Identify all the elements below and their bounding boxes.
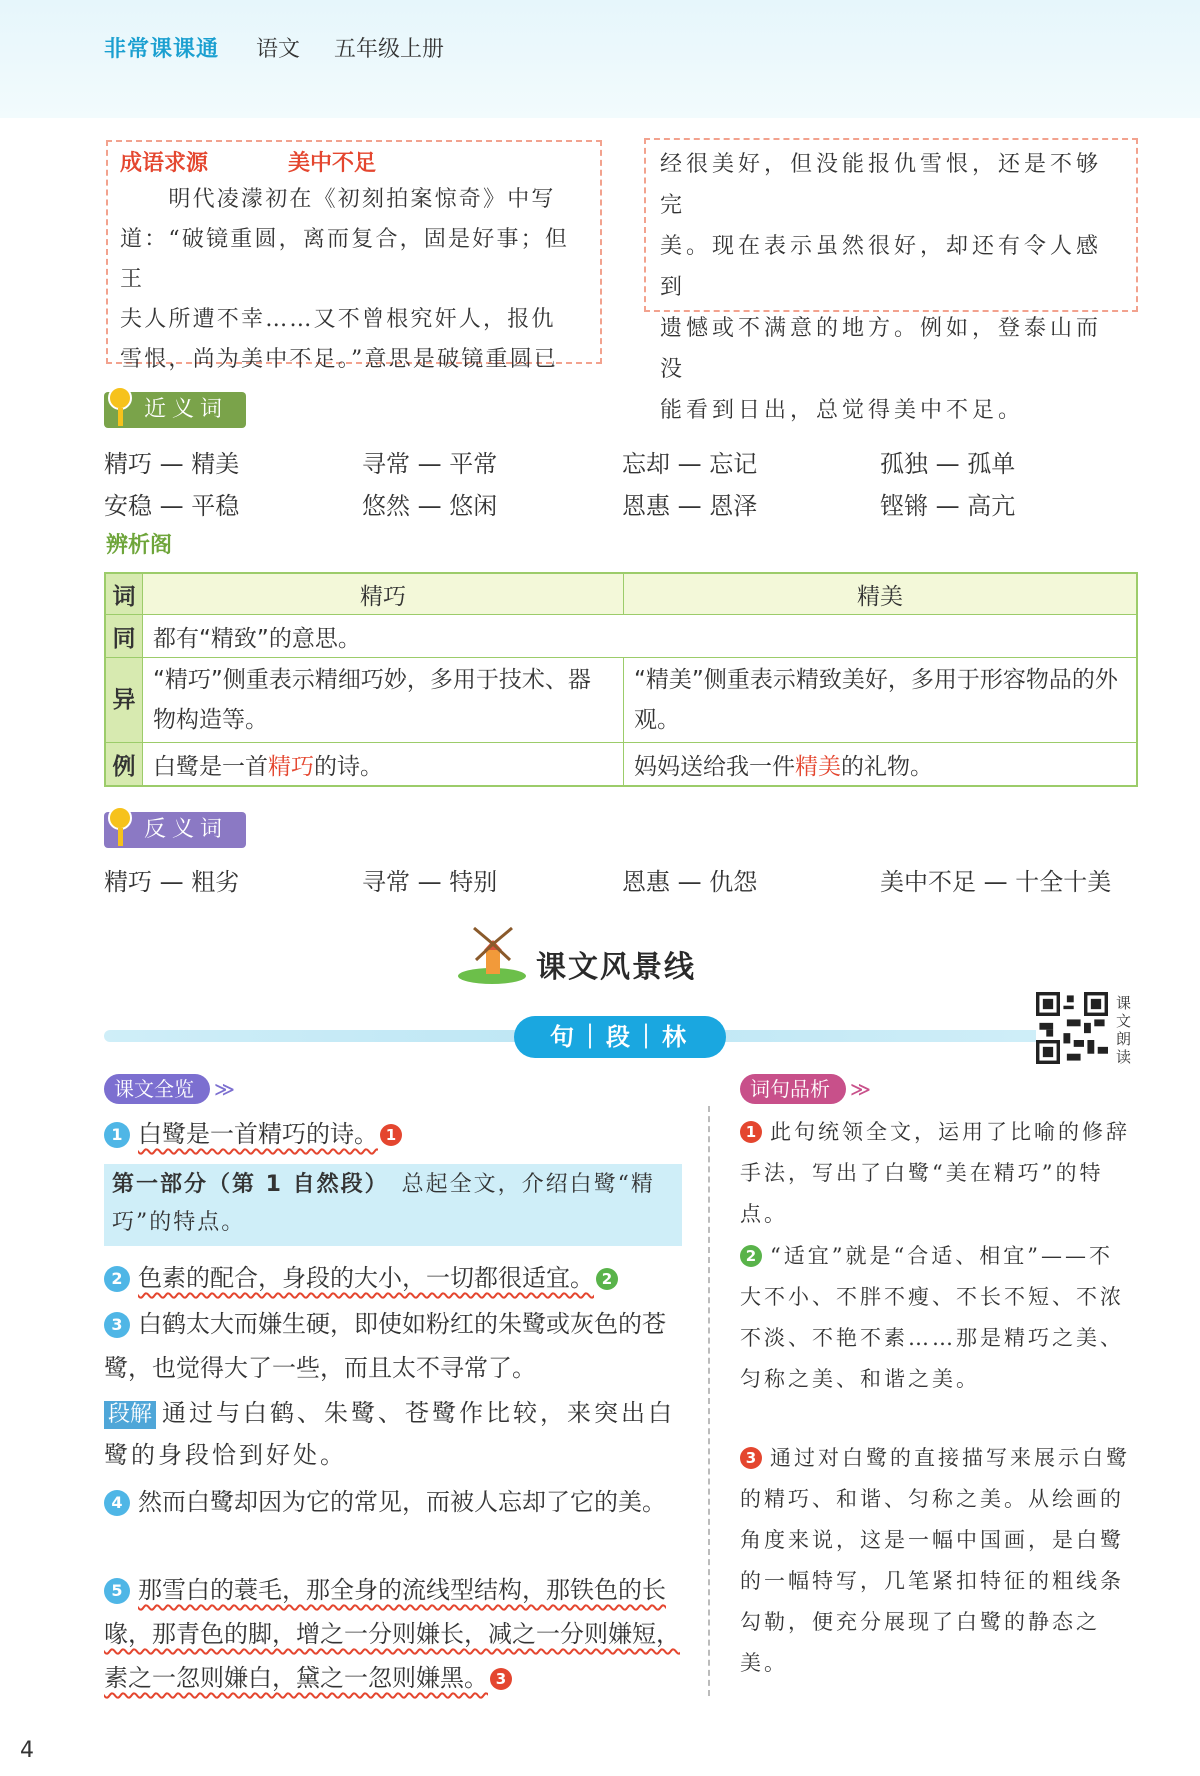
idiom-text-right (660, 144, 1122, 431)
note-text: 通过对白鹭的直接描写来展示白鹭的精巧、和谐、匀称之美。从绘画的角度来说，这是一幅中国画，是白鹭的一幅特写，几笔紧扣特征的粗线条勾勒，便充分展现了白鹭的静态之美。 (740, 1446, 1130, 1675)
diff-b-cell: “精美”侧重表示精致美好，多用于形容物品的外观。 (624, 658, 1138, 743)
note-number: 1 (740, 1121, 762, 1143)
page-number: 4 (20, 1738, 34, 1763)
antonyms-tag (104, 812, 246, 848)
paragraph-3 (104, 1302, 682, 1390)
synonym-pair: 恩惠 — 恩泽 (622, 492, 758, 520)
synonym-pair: 安稳 — 平稳 (104, 492, 240, 520)
paragraph-number: 5 (104, 1578, 130, 1604)
note-number: 3 (740, 1447, 762, 1469)
paragraph-text: 色素的配合，身段的大小，一切都很适宜。 (138, 1264, 594, 1292)
paragraph-1 (104, 1112, 682, 1156)
idiom-label: 成语求源 (120, 151, 209, 176)
row-label: 词 (105, 573, 143, 615)
synonyms-label: 近义词 (144, 397, 229, 422)
qr-label-char: 文 (1116, 1012, 1132, 1030)
antonym-pair: 恩惠 — 仇怨 (622, 868, 758, 896)
paragraph-number: 1 (104, 1122, 130, 1148)
segment-text: 通过与白鹤、朱鹭、苍鹭作比较，来突出白鹭的身段恰到好处。 (104, 1399, 676, 1469)
paragraph-text: 白鹤太大而嫌生硬，即使如粉红的朱鹭或灰色的苍鹭，也觉得大了一些，而且太不寻常了。 (104, 1310, 666, 1382)
idiom-text-left (120, 180, 588, 380)
synonym-pair: 寻常 — 平常 (362, 450, 498, 478)
idiom-word: 美中不足 (288, 151, 377, 176)
column-divider (708, 1106, 710, 1696)
part-desc: 总起全文，介绍白鹭“精巧”的特点。 (112, 1172, 655, 1235)
paragraph-number: 3 (104, 1312, 130, 1338)
qr-label-char: 读 (1116, 1048, 1132, 1066)
example-text: 的诗。 (314, 753, 383, 780)
paragraph-text: 那雪白的蓑毛，那全身的流线型结构，那铁色的长喙，那青色的脚，增之一分则嫌长，减之一分则嫌短，素之一忽则嫌白，黛之一忽则嫌黑。 (104, 1576, 680, 1692)
table-row (105, 658, 1137, 743)
row-label: 异 (105, 658, 143, 743)
antonym-pair: 精巧 — 粗劣 (104, 868, 240, 896)
example-a-cell (143, 743, 624, 787)
windmill-icon (456, 924, 528, 984)
note-2 (740, 1236, 1136, 1400)
idiom-line: 雪恨，尚为美中不足。”意思是破镜重圆已 (120, 347, 559, 372)
word-b-cell: 精美 (624, 573, 1138, 615)
antonym-pair: 寻常 — 特别 (362, 868, 498, 896)
chevron-right-icon: ≫ (850, 1077, 868, 1101)
idiom-line: 明代凌濛初在《初刻拍案惊奇》中写 (120, 187, 556, 212)
qr-code-icon[interactable] (1036, 992, 1108, 1064)
example-b-cell (624, 743, 1138, 787)
note-marker: 2 (596, 1268, 618, 1290)
idiom-line: 美。现在表示虽然很好，却还有令人感到 (660, 234, 1103, 300)
note-1 (740, 1112, 1136, 1235)
header-grade: 五年级上册 (334, 37, 445, 62)
example-text: 的礼物。 (841, 753, 933, 780)
antonym-pair: 美中不足 — 十全十美 (880, 868, 1112, 896)
part-summary (104, 1164, 682, 1246)
note-marker: 1 (380, 1124, 402, 1146)
paragraph-4 (104, 1480, 682, 1524)
paragraph-number: 4 (104, 1490, 130, 1516)
paragraph-text: 然而白鹭却因为它的常见，而被人忘却了它的美。 (138, 1488, 666, 1516)
synonym-pair: 孤独 — 孤单 (880, 450, 1016, 478)
paragraph-2 (104, 1256, 682, 1300)
row-label: 同 (105, 615, 143, 658)
word-a-cell: 精巧 (143, 573, 624, 615)
idiom-origin-box (106, 140, 602, 372)
paragraph-text: 白鹭是一首精巧的诗。 (138, 1120, 378, 1148)
note-3 (740, 1438, 1136, 1684)
header-subject: 语文 (256, 37, 301, 62)
example-keyword: 精巧 (268, 753, 314, 780)
table-row (105, 573, 1137, 615)
note-marker: 3 (490, 1668, 512, 1690)
key-icon (108, 806, 132, 830)
synonym-pair: 铿锵 — 高亢 (880, 492, 1016, 520)
same-cell: 都有“精致”的意思。 (143, 615, 1138, 658)
synonyms-tag (104, 392, 246, 428)
synonym-pair: 精巧 — 精美 (104, 450, 240, 478)
row-label: 例 (105, 743, 143, 787)
table-row (105, 743, 1137, 787)
table-row (105, 615, 1137, 658)
paragraph-number: 2 (104, 1266, 130, 1292)
segment-tag: 段解 (104, 1401, 156, 1429)
comparison-table (104, 572, 1138, 787)
idiom-line: 经很美好，但没能报仇雪恨，还是不够完 (660, 152, 1103, 218)
example-keyword: 精美 (795, 753, 841, 780)
note-number: 2 (740, 1245, 762, 1267)
part-title: 第一部分（第 1 自然段） (112, 1172, 378, 1197)
idiom-line: 能看到日出，总觉得美中不足。 (660, 398, 1025, 423)
diff-a-cell: “精巧”侧重表示精细巧妙，多用于技术、器物构造等。 (143, 658, 624, 743)
segment-explanation (104, 1392, 682, 1476)
paragraph-5 (104, 1568, 682, 1700)
section-pill: 句｜段｜林 (514, 1016, 726, 1058)
antonyms-label: 反义词 (144, 817, 229, 842)
notes-tag (740, 1074, 868, 1104)
idiom-line: 夫人所遭不幸……又不曾根究奸人，报仇 (120, 307, 556, 332)
idiom-line: 道：“破镜重圆，离而复合，固是好事；但王 (120, 227, 570, 292)
overview-tag (104, 1074, 232, 1104)
qr-label-char: 朗 (1116, 1030, 1132, 1048)
key-icon (108, 386, 132, 410)
analysis-heading: 辨析阁 (106, 533, 173, 558)
notes-label: 词句品析 (750, 1077, 830, 1101)
overview-label: 课文全览 (114, 1077, 194, 1101)
idiom-line: 遗憾或不满意的地方。例如，登泰山而没 (660, 316, 1103, 382)
note-text: 此句统领全文，运用了比喻的修辞手法，写出了白鹭“美在精巧”的特点。 (740, 1120, 1130, 1226)
example-text: 白鹭是一首 (153, 753, 268, 780)
idiom-continuation-box (644, 138, 1138, 423)
synonym-pair: 悠然 — 悠闲 (362, 492, 498, 520)
section-title: 课文风景线 (536, 950, 696, 985)
note-text: “适宜”就是“合适、相宜”——不大不小、不胖不瘦、不长不短、不浓不淡、不艳不素……那是精巧之美、匀称之美、和谐之美。 (740, 1244, 1124, 1391)
qr-label (1116, 994, 1136, 1066)
synonym-pair: 忘却 — 忘记 (622, 450, 758, 478)
chevron-right-icon: ≫ (214, 1077, 232, 1101)
qr-label-char: 课 (1116, 994, 1132, 1012)
header-brand: 非常课课通 (104, 37, 220, 62)
example-text: 妈妈送给我一件 (634, 753, 795, 780)
